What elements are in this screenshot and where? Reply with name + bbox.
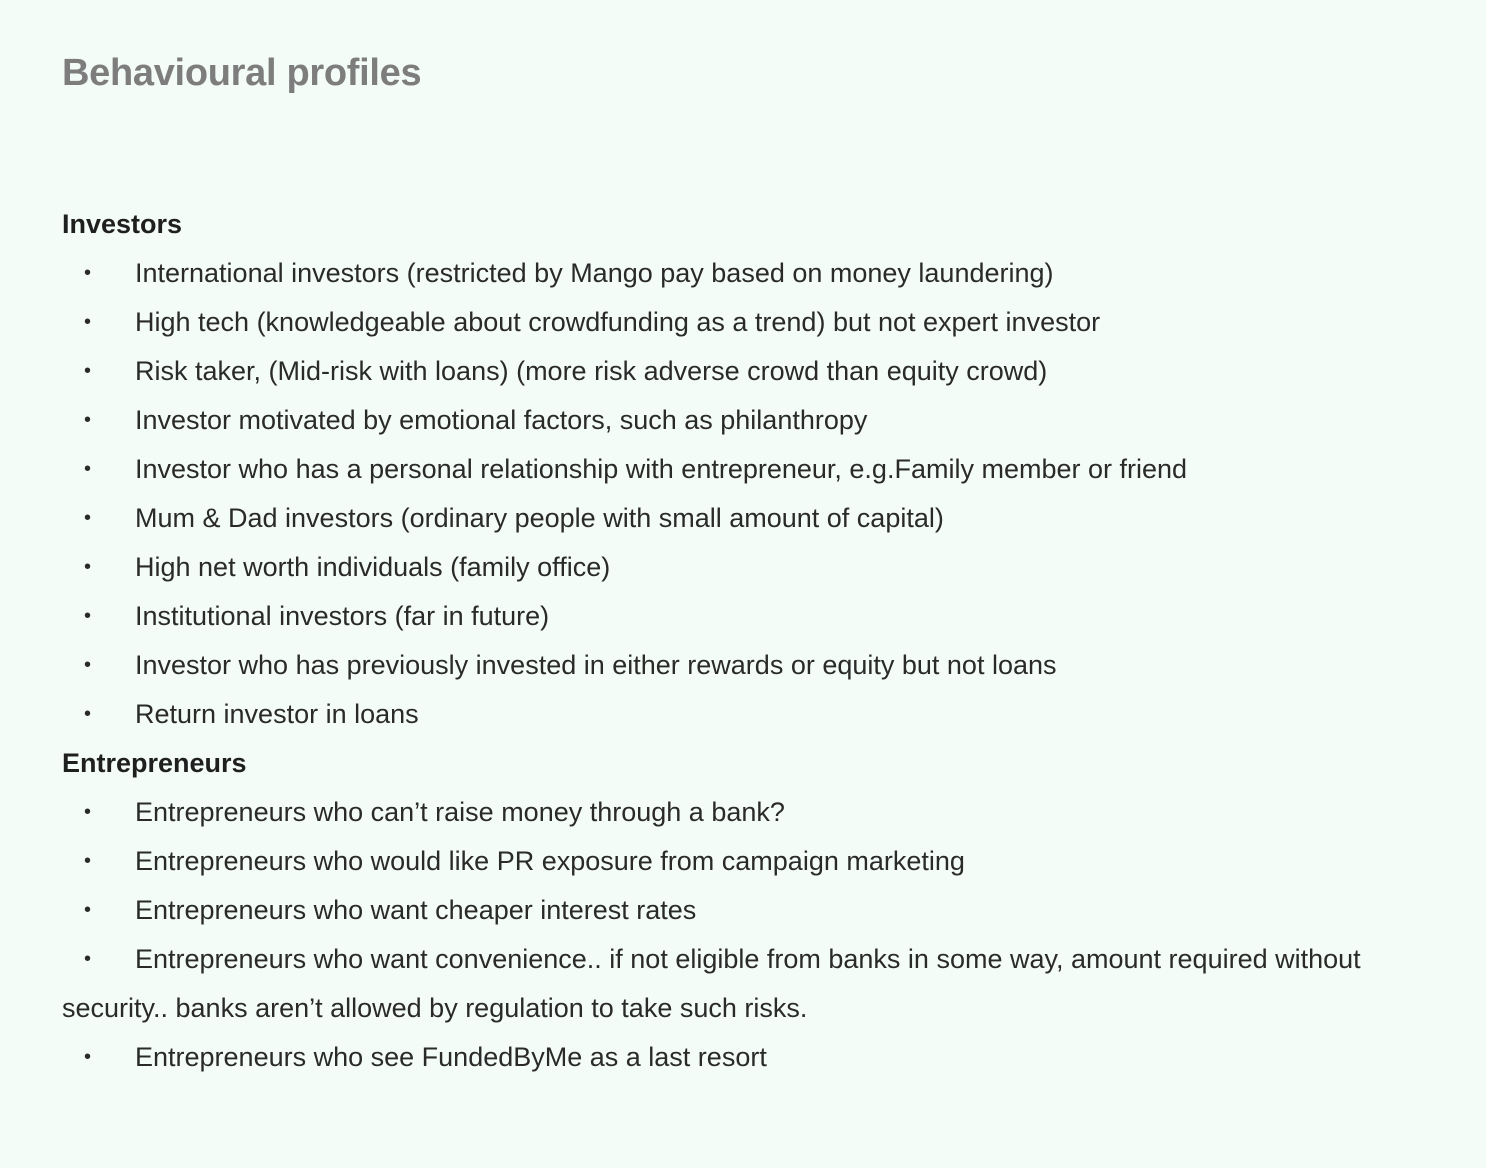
- list-item: [62, 347, 1486, 396]
- list-item: [62, 592, 1486, 641]
- list-item-text: Investor who has previously invested in either rewards or equity but not loans: [135, 650, 1057, 680]
- bullet-icon: •: [84, 801, 92, 823]
- list-item-text: Entrepreneurs who can’t raise money through a bank?: [135, 797, 785, 827]
- list-item-text: Investor who has a personal relationship with entrepreneur, e.g.Family member or friend: [135, 454, 1188, 484]
- list-item: [62, 690, 1486, 739]
- investors-heading: Investors: [62, 209, 183, 239]
- list-item: [62, 543, 1486, 592]
- bullet-icon: •: [84, 605, 92, 627]
- page-title: Behavioural profiles: [62, 52, 422, 94]
- investors-list: [62, 249, 1486, 739]
- bullet-icon: •: [84, 409, 92, 431]
- list-item: [62, 837, 1486, 886]
- list-item-text: Investor motivated by emotional factors, such as philanthropy: [135, 405, 868, 435]
- list-item-text: Entrepreneurs who want convenience.. if not eligible from banks in some way, amount required without security.. banks aren’t allowed by regulation to take such risks.: [62, 944, 1361, 1023]
- list-item: [62, 494, 1486, 543]
- bullet-icon: •: [84, 262, 92, 284]
- list-item: [62, 298, 1486, 347]
- list-item-text: Entrepreneurs who would like PR exposure from campaign marketing: [135, 846, 965, 876]
- list-item: [62, 788, 1486, 837]
- bullet-icon: •: [84, 311, 92, 333]
- bullet-icon: •: [84, 654, 92, 676]
- bullet-icon: •: [84, 556, 92, 578]
- bullet-icon: •: [84, 899, 92, 921]
- entrepreneurs-list: [62, 788, 1486, 1082]
- list-item-text: Institutional investors (far in future): [135, 601, 550, 631]
- list-item-text: Entrepreneurs who want cheaper interest rates: [135, 895, 697, 925]
- list-item-text: Mum & Dad investors (ordinary people with small amount of capital): [135, 503, 944, 533]
- list-item: [62, 1033, 1486, 1082]
- bullet-icon: •: [84, 850, 92, 872]
- bullet-icon: •: [84, 507, 92, 529]
- bullet-icon: •: [84, 703, 92, 725]
- list-item: [62, 445, 1486, 494]
- list-item-text: Return investor in loans: [135, 699, 419, 729]
- list-item-text: International investors (restricted by Mango pay based on money laundering): [135, 258, 1054, 288]
- list-item: [62, 641, 1486, 690]
- list-item: [62, 886, 1486, 935]
- list-item-text: Risk taker, (Mid-risk with loans) (more risk adverse crowd than equity crowd): [135, 356, 1048, 386]
- list-item-text: High net worth individuals (family office): [135, 552, 611, 582]
- bullet-icon: •: [84, 458, 92, 480]
- list-item: [62, 249, 1486, 298]
- list-item-text: Entrepreneurs who see FundedByMe as a last resort: [135, 1042, 767, 1072]
- list-item: [62, 935, 1362, 1033]
- entrepreneurs-heading: Entrepreneurs: [62, 748, 247, 778]
- list-item-text: High tech (knowledgeable about crowdfunding as a trend) but not expert investor: [135, 307, 1101, 337]
- bullet-icon: •: [84, 360, 92, 382]
- list-item: [62, 396, 1486, 445]
- bullet-icon: •: [84, 948, 92, 970]
- bullet-icon: •: [84, 1046, 92, 1068]
